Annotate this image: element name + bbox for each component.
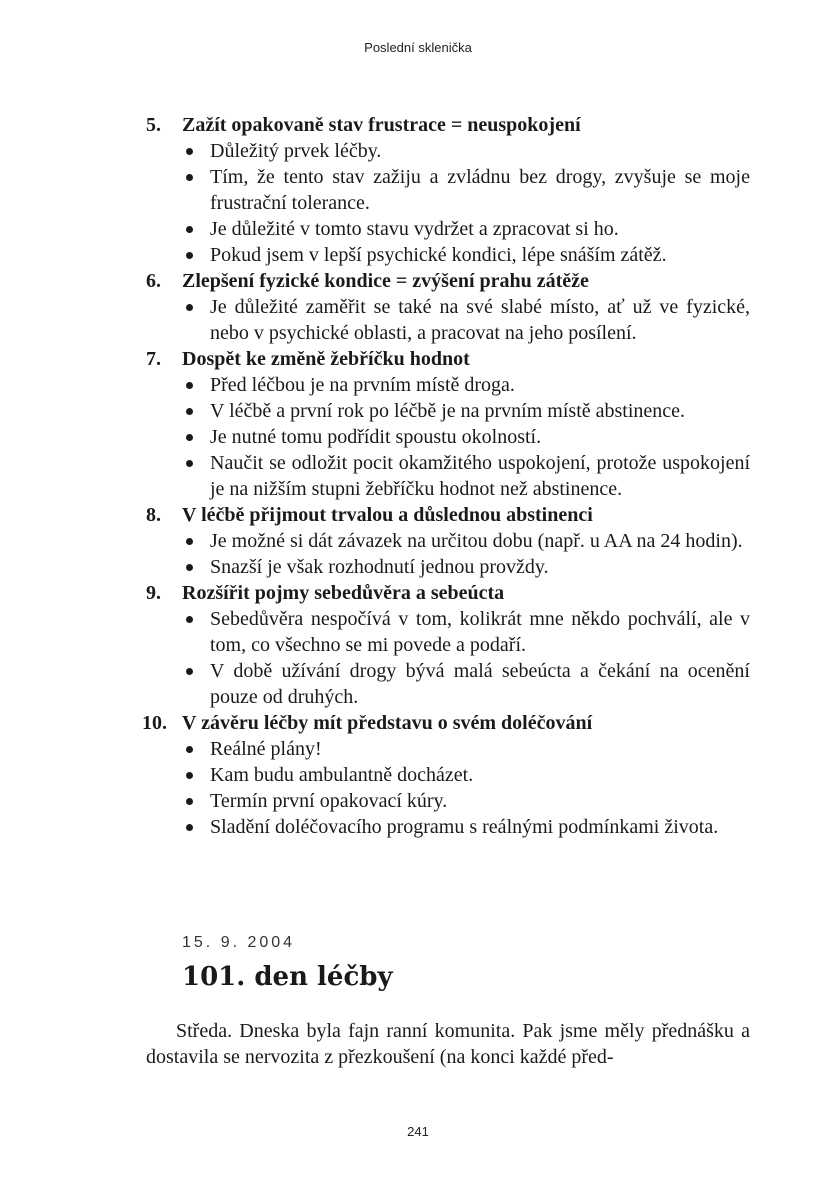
item-title: Zlepšení fyzické kondice = zvýšení prahu zátěže: [182, 270, 589, 292]
page-number: 241: [407, 1124, 429, 1139]
bullet-item: Pokud jsem v lepší psychické kondici, lépe snáším zátěž.: [182, 242, 750, 268]
item-number: 8.: [146, 504, 161, 526]
numbered-list: [142, 112, 750, 840]
list-item-9: [146, 580, 750, 710]
item-number: 9.: [146, 582, 161, 604]
list-item-5: [146, 112, 750, 268]
day-heading: 101. den léčby: [182, 962, 393, 992]
bullet-list: [182, 606, 750, 710]
bullet-item: V léčbě a první rok po léčbě je na prvním místě abstinence.: [182, 398, 750, 424]
bullet-list: [182, 294, 750, 346]
list-item-7: [146, 346, 750, 502]
entry-date: 15. 9. 2004: [182, 934, 296, 951]
bullet-item: Je důležité zaměřit se také na své slabé místo, ať už ve fyzické, nebo v psychické oblasti, a pracovat na jeho posílení.: [182, 294, 750, 346]
list-item-8: [146, 502, 750, 580]
bullet-item: V době užívání drogy bývá malá sebeúcta a čekání na ocenění pouze od druhých.: [182, 658, 750, 710]
bullet-item: Je důležité v tomto stavu vydržet a zpracovat si ho.: [182, 216, 750, 242]
item-number: 10.: [142, 712, 167, 734]
bullet-item: Je nutné tomu podřídit spoustu okolností.: [182, 424, 750, 450]
item-title: Dospět ke změně žebříčku hodnot: [182, 348, 470, 370]
item-title: V léčbě přijmout trvalou a důslednou abstinenci: [182, 504, 593, 526]
body-paragraph: Středa. Dneska byla fajn ranní komunita. Pak jsme měly přednášku a dostavila se nervozita z přezkoušení (na konci každé před-: [146, 1020, 750, 1068]
bullet-item: Důležitý prvek léčby.: [182, 138, 750, 164]
bullet-item: Reálné plány!: [182, 736, 750, 762]
running-head: Poslední sklenička: [364, 40, 472, 55]
bullet-item: Snazší je však rozhodnutí jednou provždy.: [182, 554, 750, 580]
bullet-item: Před léčbou je na prvním místě droga.: [182, 372, 750, 398]
bullet-item: Termín první opakovací kúry.: [182, 788, 750, 814]
bullet-item: Sladění doléčovacího programu s reálnými podmínkami života.: [182, 814, 750, 840]
bullet-list: [182, 372, 750, 502]
bullet-item: Sebedůvěra nespočívá v tom, kolikrát mne někdo pochválí, ale v tom, co všechno se mi povede a podaří.: [182, 606, 750, 658]
item-title: V závěru léčby mít představu o svém doléčování: [182, 712, 593, 734]
item-number: 6.: [146, 270, 161, 292]
item-title: Rozšířit pojmy sebedůvěra a sebeúcta: [182, 582, 505, 604]
list-item-6: [146, 268, 750, 346]
bullet-item: Tím, že tento stav zažiju a zvládnu bez drogy, zvyšuje se moje frustrační tolerance.: [182, 164, 750, 216]
item-number: 7.: [146, 348, 161, 370]
bullet-item: Kam budu ambulantně docházet.: [182, 762, 750, 788]
bullet-list: [182, 736, 750, 840]
list-item-10: [142, 710, 750, 840]
item-number: 5.: [146, 114, 161, 136]
item-title: Zažít opakovaně stav frustrace = neuspokojení: [182, 114, 581, 136]
bullet-item: Naučit se odložit pocit okamžitého uspokojení, protože uspokojení je na nižším stupni žebříčku hodnot než abstinence.: [182, 450, 750, 502]
bullet-item: Je možné si dát závazek na určitou dobu (např. u AA na 24 hodin).: [182, 528, 750, 554]
bullet-list: [182, 528, 750, 580]
bullet-list: [182, 138, 750, 268]
